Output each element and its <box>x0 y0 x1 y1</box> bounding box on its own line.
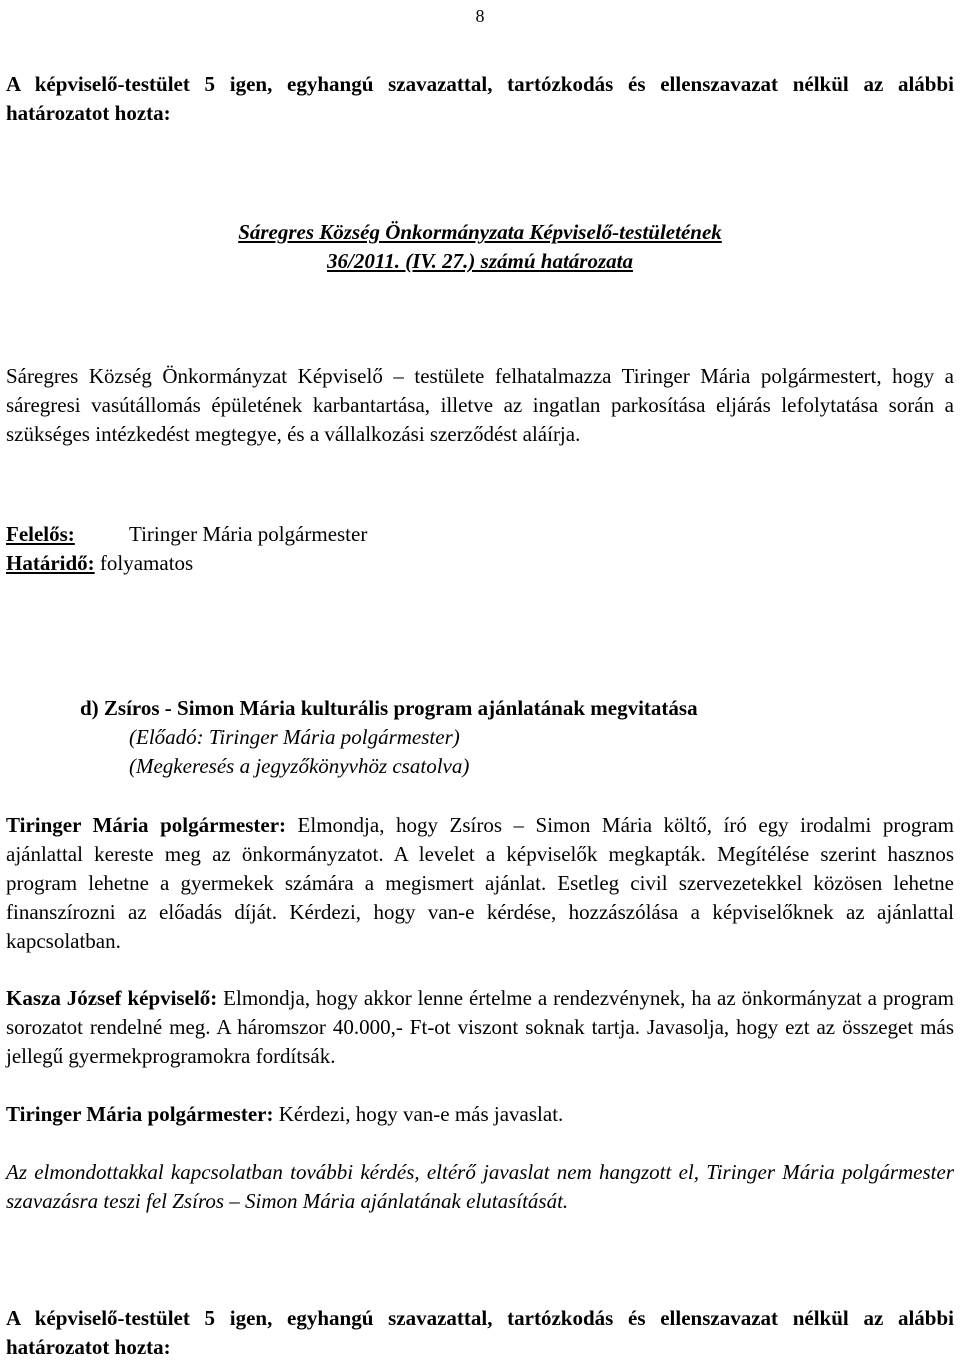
speech-text: Elmondja, hogy Zsíros – Simon Mária költő, író egy irodalmi program ajánlattal kereste meg az önkormányzatot. A levelet a képviselők megkapták. Megítélése szerint hasznos program lehetne a gyermekek számára a megismert ajánlat. Esetleg civil szervezetekkel közösen lehetne finanszírozni az előadás díját. Kérdezi, hogy van-e kérdése, hozzászólása a képviselőknek az ajánlattal kapcsolatban. <box>6 813 954 953</box>
speech-text: Kérdezi, hogy van-e más javaslat. <box>273 1102 564 1126</box>
deadline-label: Határidő: <box>6 551 95 575</box>
speaker-name: Kasza József képviselő: <box>6 986 218 1010</box>
responsible-row <box>6 520 954 549</box>
speech-text: Elmondja, hogy akkor lenne értelme a rendezvénynek, ha az önkormányzat a program sorozatot rendelné meg. A háromszor 40.000,- Ft-ot viszont soknak tartja. Javasolja, hogy ezt az összeget más jellegű gyermekprogramokra fordítsák. <box>6 986 954 1068</box>
paragraph-mayor-2 <box>6 1100 954 1129</box>
speaker-name: Tiringer Mária polgármester: <box>6 813 287 837</box>
vote-statement-1: A képviselő-testület 5 igen, egyhangú szavazattal, tartózkodás és ellenszavazat nélkül az alábbi határozatot hozta: <box>6 72 954 125</box>
responsible-label: Felelős: <box>6 522 75 546</box>
page-number: 8 <box>475 6 485 26</box>
paragraph-mayor-1 <box>6 811 954 956</box>
paragraph-representative <box>6 984 954 1071</box>
agenda-attachment: (Megkeresés a jegyzőkönyvhöz csatolva) <box>129 754 470 778</box>
resolution-title-line-2: 36/2011. (IV. 27.) számú határozata <box>327 249 633 273</box>
summary-paragraph: Az elmondottakkal kapcsolatban további kérdés, eltérő javaslat nem hangzott el, Tiringer Mária polgármester szavazásra teszi fel Zsíros – Simon Mária ajánlatának elutasítását. <box>6 1160 954 1213</box>
vote-statement-2: A képviselő-testület 5 igen, egyhangú szavazattal, tartózkodás és ellenszavazat nélkül az alábbi határozatot hozta: <box>6 1306 954 1359</box>
responsible-value: Tiringer Mária polgármester <box>129 522 368 546</box>
resolution-text: Sáregres Község Önkormányzat Képviselő – testülete felhatalmazza Tiringer Mária polgármestert, hogy a sáregresi vasútállomás épületének karbantartása, illetve az ingatlan parkosítása eljárás lefolytatása során a szükséges intézkedést megtegye, és a vállalkozási szerződést aláírja. <box>6 364 954 446</box>
speaker-name: Tiringer Mária polgármester: <box>6 1102 274 1126</box>
agenda-presenter: (Előadó: Tiringer Mária polgármester) <box>129 725 460 749</box>
deadline-value: folyamatos <box>99 551 194 575</box>
agenda-item-title: d) Zsíros - Simon Mária kulturális program ajánlatának megvitatása <box>80 696 698 720</box>
deadline-row <box>6 549 954 578</box>
resolution-title-line-1: Sáregres Község Önkormányzata Képviselő-testületének <box>238 220 722 244</box>
